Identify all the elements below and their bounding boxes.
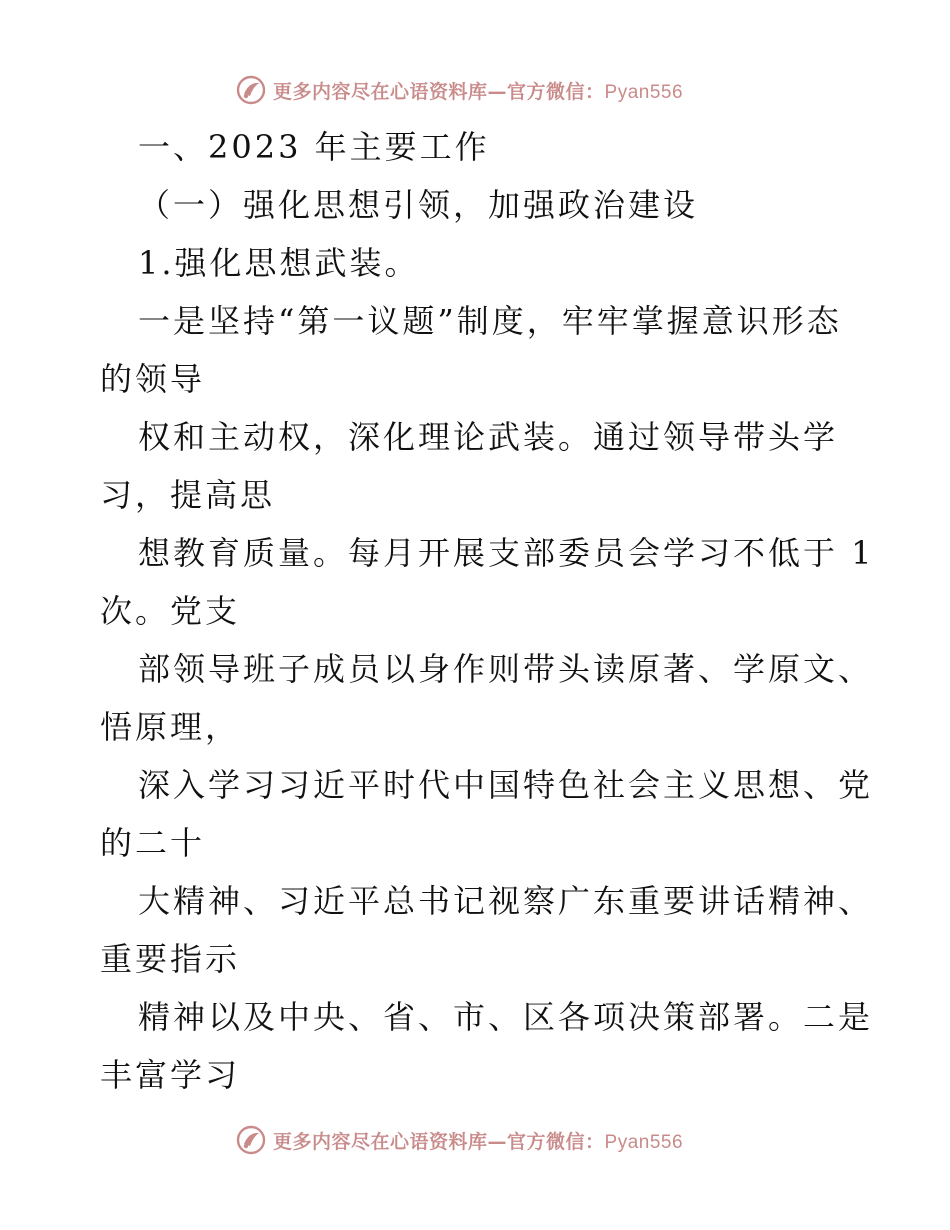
paragraph-line: 丰富学习 bbox=[100, 1056, 241, 1094]
watermark-footer bbox=[235, 1123, 755, 1157]
paragraph-line: 深入学习习近平时代中国特色社会主义思想、党 bbox=[138, 766, 874, 804]
paragraph-line: 悟原理， bbox=[100, 708, 241, 746]
watermark-header bbox=[235, 73, 755, 107]
paragraph-line: 重要指示 bbox=[100, 940, 241, 978]
watermark-text: 更多内容尽在心语资料库—官方微信：Pyan556 bbox=[273, 1130, 684, 1153]
paragraph-line: 的二十 bbox=[100, 824, 206, 862]
paragraph-line: 一是坚持“第一议题”制度，牢牢掌握意识形态 bbox=[138, 302, 842, 340]
subsection-heading: （一）强化思想引领，加强政治建设 bbox=[138, 186, 699, 224]
item-heading: 1.强化思想武装。 bbox=[138, 244, 420, 282]
paragraph-line: 部领导班子成员以身作则带头读原著、学原文、 bbox=[138, 650, 874, 688]
brand-logo-icon bbox=[235, 74, 267, 106]
paragraph-line: 的领导 bbox=[100, 360, 206, 398]
paragraph-line: 习，提高思 bbox=[100, 476, 276, 514]
document-body bbox=[100, 118, 875, 1104]
paragraph-line: 权和主动权，深化理论武装。通过领导带头学 bbox=[138, 418, 839, 456]
paragraph-line: 次。党支 bbox=[100, 592, 241, 630]
paragraph-line: 大精神、习近平总书记视察广东重要讲话精神、 bbox=[138, 882, 874, 920]
paragraph-line: 想教育质量。每月开展支部委员会学习不低于 1 bbox=[138, 534, 875, 572]
section-heading: 一、2023 年主要工作 bbox=[138, 128, 490, 166]
watermark-text: 更多内容尽在心语资料库—官方微信：Pyan556 bbox=[273, 80, 684, 103]
paragraph-line: 精神以及中央、省、市、区各项决策部署。二是 bbox=[138, 998, 874, 1036]
brand-logo-icon bbox=[235, 1124, 267, 1156]
